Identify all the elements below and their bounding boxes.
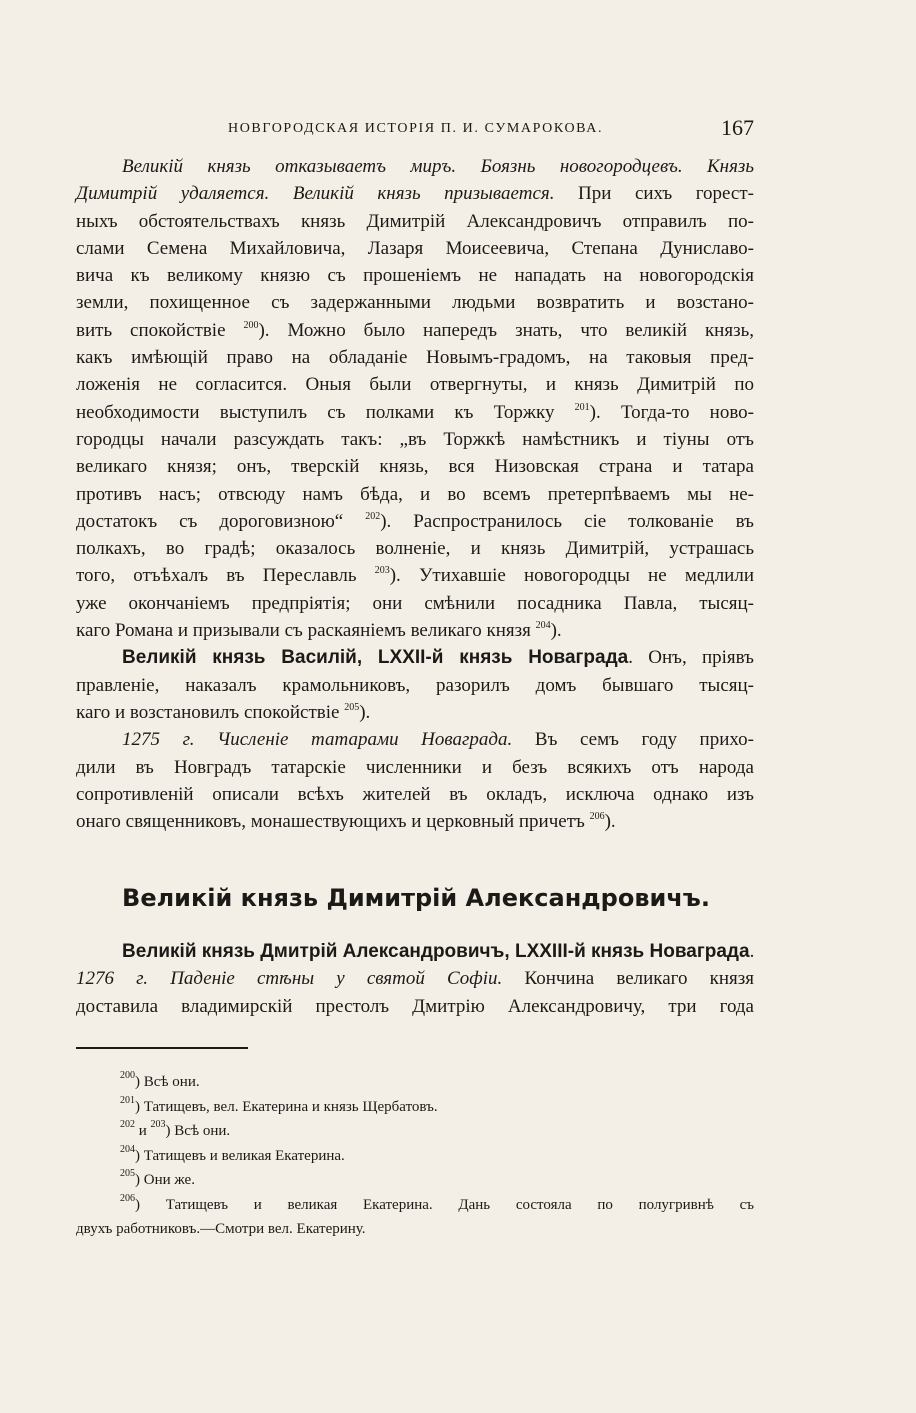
text-line: сопротивленій описали всѣхъ жителей въ окладъ, исключа однако изъ [76,783,754,805]
footnote-divider [76,1047,248,1049]
footnote-ref: 205 [344,701,360,713]
text-line: дили въ Новградъ татарскіе численники и безъ всякихъ отъ народа [76,756,754,778]
text-span: При сихъ горест- [554,183,754,205]
text-span: ). Распространилось сіе толкованіе въ [380,510,754,532]
text-line: земли, похищенное съ задержанными людьми возвратить и возстано- [76,292,754,314]
footnote-ref: 200 [243,319,259,331]
section-heading-inline: Великій князь Василій, LXXII-й князь Новаграда [122,647,629,669]
footnote [76,1119,754,1144]
text-line [76,617,754,644]
text-span: онаго священниковъ, монашествующихъ и церковный причетъ [76,811,590,833]
text-line: слами Семена Михайловича, Лазаря Моисеевича, Степана Дуниславо- [76,237,754,259]
text-line [76,965,754,992]
main-text [76,153,754,835]
text-line: ныхъ обстоятельствахъ князь Димитрій Александровичъ отправилъ по- [76,210,754,232]
text-line: правленіе, наказалъ крамольниковъ, разорилъ домъ бывшаго тысяц- [76,674,754,696]
footnote-ref: 204 [535,620,551,632]
text-line [76,508,754,535]
text-span: . [749,941,755,962]
text-line: великаго князя; онъ, тверскій князь, вся Низовская страна и татара [76,456,754,478]
text-line: какъ имѣющій право на обладаніе Новымъ-градомъ, на таковыя пред- [76,347,754,369]
text-line: доставила владимирскій престолъ Дмитрію Александровичу, три года [76,995,754,1017]
text-span: ). Утихавшіе новогородцы не медлили [389,565,754,587]
text-line [76,808,754,835]
footnote-number: 206 [120,1192,135,1204]
page-header [78,117,754,143]
paragraph-2 [76,644,754,726]
footnote-number: 200 [120,1070,135,1081]
text-line [76,938,754,965]
text-span: ). [604,811,616,833]
footnote-text: ) Татищевъ, вел. Екатерина и князь Щербатовъ. [135,1098,438,1115]
text-span: каго Романа и призывали съ раскаяніемъ великаго князя [76,620,536,642]
footnote-continuation: двухъ работниковъ.—Смотри вел. Екатерину. [76,1221,366,1237]
text-span: ). Можно было напередъ знать, что великій князь, [258,319,755,341]
paragraph-3 [76,726,754,835]
marginal-heading: 1275 г. Численіе татарами Новаграда. [122,729,513,751]
footnote-number: 203 [150,1119,166,1130]
footnote-number: 201 [120,1094,135,1106]
footnote [76,1070,754,1095]
chapter-heading: Великій князь Димитрій Александровичъ. [122,884,710,912]
text-span: Въ семъ году прихо- [512,729,754,751]
footnote-number: 205 [120,1168,135,1179]
footnote-ref: 201 [574,401,590,413]
footnotes [76,1070,754,1242]
text-line: ложенія не согласится. Оныя были отвергнуты, и князь Димитрій по [76,374,754,396]
text-line: противъ насъ; отвсюду намъ бѣда, и во всемъ претерпѣваемъ мы не- [76,483,754,505]
footnote-text: ) Татищевъ и великая Екатерина. Дань состояла по полугривнѣ съ [135,1196,754,1213]
footnote [76,1168,754,1193]
footnote-text: ) Они же. [135,1172,195,1188]
marginal-heading: Великій князь отказываетъ миръ. Боязнь новогородцевъ. Князь [122,156,754,177]
footnote-text: ) Всѣ они. [135,1074,200,1090]
text-span: каго и возстановилъ спокойствіе [76,701,345,723]
text-span: необходимости выступилъ съ полками къ Торжку [76,401,575,423]
text-span: того, отъѣхалъ въ Переславль [76,565,375,587]
footnote-ref: 203 [374,565,390,577]
text-line [76,399,754,426]
text-line [76,153,754,180]
footnote [76,1095,754,1120]
text-line [76,180,754,207]
footnote-number: 204 [120,1143,135,1155]
text-line [76,317,754,344]
paragraph-1 [76,153,754,644]
section-heading-inline: Великій князь Дмитрій Александровичъ, LXXIII-й князь Новаграда [122,941,750,962]
text-line: уже окончаніемъ предпріятія; они смѣнили посадника Павла, тысяц- [76,592,754,614]
text-span: ). [359,701,371,723]
text-line [76,644,754,671]
text-line: городцы начали разсуждать такъ: „въ Торжкѣ намѣстникъ и тіуны отъ [76,428,754,450]
marginal-heading: Димитрій удаляется. Великій князь призывается. [76,183,555,205]
text-span: Кончина великаго князя [502,968,755,990]
text-span: вить спокойствіе [76,319,244,341]
footnote-number: 202 [120,1119,135,1130]
text-span: ). [550,620,562,642]
footnote-text: ) Всѣ они. [165,1123,231,1139]
text-span: . Онъ, пріявъ [628,647,754,669]
page-number: 167 [721,115,754,140]
text-line [76,726,754,753]
footnote [76,1193,754,1218]
footnote-ref: 206 [589,811,605,823]
text-line: полкахъ, во градѣ; оказалось волненіе, и князь Димитрій, устрашась [76,538,754,560]
footnote-text: ) Татищевъ и великая Екатерина. [135,1147,345,1164]
footnote-ref: 202 [365,510,381,522]
text-line [76,562,754,589]
text-span: достатокъ съ дороговизною“ [76,510,366,532]
marginal-heading: 1276 г. Паденіе стѣны у святой Софіи. [76,968,503,990]
text-line: вича къ великому князю съ прошеніемъ не нападать на новогородскія [76,265,754,287]
footnote-text: и [135,1123,151,1139]
footnote [76,1144,754,1169]
text-line [76,699,754,726]
main-text-continued [76,938,754,1020]
running-title: НОВГОРОДСКАЯ ИСТОРІЯ П. И. СУМАРОКОВА. [228,121,604,136]
text-span: ). Тогда-то ново- [589,401,755,423]
